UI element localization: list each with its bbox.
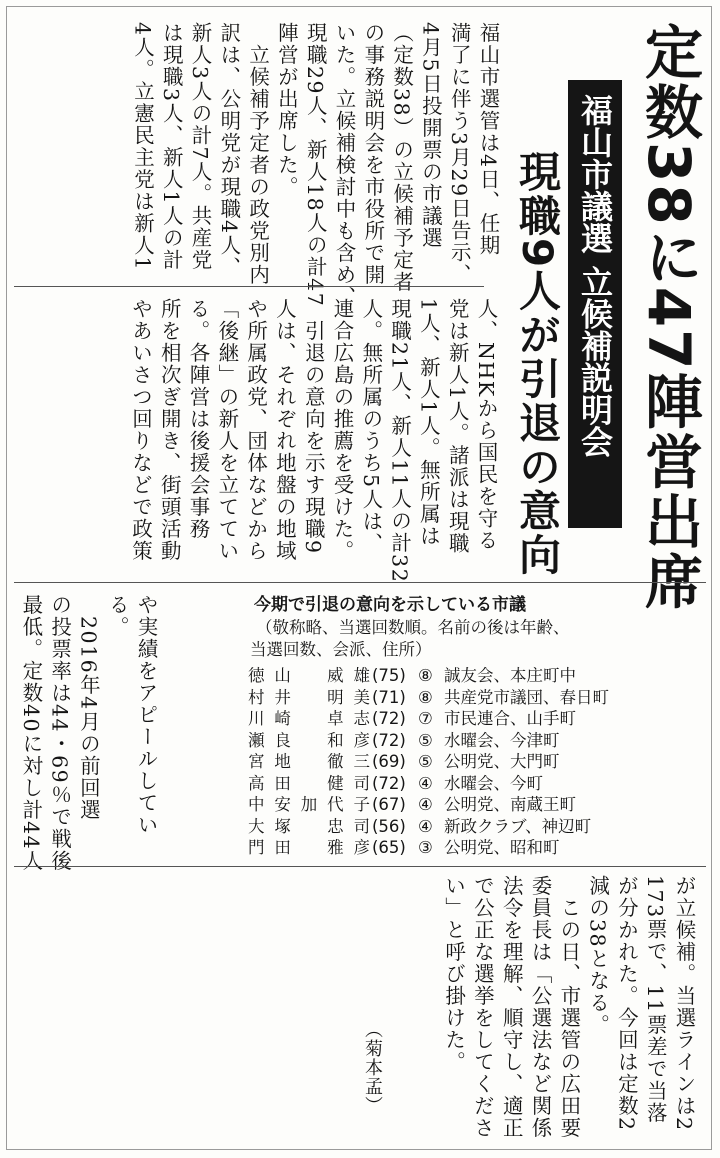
sub-headline: 現職9人が引退の意向 — [513, 150, 562, 578]
member-name: 大塚 忠司 — [248, 816, 370, 836]
member-affiliation: 公明党、南蔵王町 — [444, 795, 576, 814]
member-age: (65) — [372, 838, 406, 857]
member-affiliation: 誠友会、本庄町中 — [444, 666, 576, 685]
member-name: 川崎 卓志 — [248, 709, 370, 728]
member-list — [244, 665, 706, 859]
byline-credit: （菊本孟） — [362, 1020, 383, 1115]
column-divider-3 — [14, 866, 706, 867]
member-affiliation: 市民連合、山手町 — [444, 709, 576, 728]
member-name: 中安加代子 — [248, 795, 370, 814]
member-age: (56) — [372, 816, 406, 836]
member-terms: ⑤ — [418, 752, 433, 771]
member-age: (71) — [372, 687, 406, 707]
article-block-1: 福山市選管は4日、任期 満了に伴う3月29日告示、 4月5日投開票の市議選 （定数38）の立候補予定者 の事務説明会を市役所で開 いた。立候補検討中も含め、 現職29人、新人18人の計47 陣営が出席した。 立候補予定者の政党別内 訳は、公明党が現職4人、 新人3人の計7人。共産党 は現職3人、新人1人の計 4人。立憲民主党は新人1 — [130, 22, 500, 308]
member-terms: ④ — [418, 816, 433, 836]
member-row — [244, 687, 706, 709]
member-age: (72) — [372, 773, 406, 793]
member-row — [244, 751, 706, 773]
member-age: (69) — [372, 752, 406, 771]
member-terms: ⑧ — [418, 666, 433, 685]
member-terms: ④ — [418, 795, 433, 814]
column-divider-1 — [14, 286, 484, 287]
member-row — [244, 730, 706, 752]
article-block-2: 人、NHKから国民を守る 党は新人1人。諸派は現職 1人、新人1人。無所属は 現職21人、新人11人の計32 人。無所属のうち5人は、 連合広島の推薦を受けた。 引退の意向を示す現職9 人は、それぞれ地盤の地域 や所属政党、団体などから 「後継」の新人を立ててい る。各陣営は後援会事務 所を相次ぎ開き、街頭活動 やあいさつ回りなどで政策 — [128, 298, 498, 584]
member-age: (75) — [372, 666, 406, 685]
member-terms: ③ — [418, 838, 433, 857]
member-affiliation: 新政クラブ、神辺町 — [444, 816, 592, 836]
member-name: 門田 雅彦 — [248, 838, 370, 857]
member-name: 瀬良 和彦 — [248, 730, 370, 750]
member-row — [244, 794, 706, 816]
box-title: 今期で引退の意向を示している市議 — [254, 595, 526, 615]
main-headline: 定数38に47陣営出席 — [635, 22, 703, 612]
member-name: 宮地 徹三 — [248, 752, 370, 771]
member-age: (72) — [372, 709, 406, 728]
member-affiliation: 公明党、昭和町 — [444, 838, 560, 857]
box-note-line-1: （敬称略、当選回数順。名前の後は年齢、 — [256, 618, 570, 637]
member-age: (72) — [372, 730, 406, 750]
article-block-4: が立候補。当選ラインは2 173票で、11票差で当落 が分かれた。今回は定数2 減の38となる。 この日、市選管の広田要 委員長は「公選法など関係 法令を理解、順守し、適正 で公正な選挙をしてくださ い」と呼び掛けた。 — [441, 875, 696, 1139]
member-age: (67) — [372, 795, 406, 814]
member-row — [244, 708, 706, 730]
headline-kicker-banner: 福山市議選 立候補説明会 — [568, 80, 622, 528]
member-row — [244, 837, 706, 859]
member-terms: ④ — [418, 773, 433, 793]
member-terms: ⑦ — [418, 709, 433, 728]
column-divider-2 — [14, 582, 706, 583]
retiring-members-box — [244, 590, 706, 856]
member-terms: ⑤ — [418, 730, 433, 750]
member-affiliation: 水曜会、今津町 — [444, 730, 560, 750]
member-affiliation: 水曜会、今町 — [444, 773, 543, 793]
member-affiliation: 公明党、大門町 — [444, 752, 560, 771]
article-block-3: や実績をアピールしてい る。 2016年4月の前回選 の投票率は44・69％で戦後 最低。定数40に対し計44人 — [18, 594, 158, 873]
member-row — [244, 665, 706, 687]
member-affiliation: 共産党市議団、春日町 — [444, 687, 609, 707]
member-name: 徳山 威雄 — [248, 666, 370, 685]
member-row — [244, 773, 706, 795]
member-terms: ⑧ — [418, 687, 433, 707]
member-row — [244, 816, 706, 838]
member-name: 村井 明美 — [248, 687, 370, 707]
box-note-line-2: 当選回数、会派、住所） — [250, 640, 432, 659]
member-name: 高田 健司 — [248, 773, 370, 793]
